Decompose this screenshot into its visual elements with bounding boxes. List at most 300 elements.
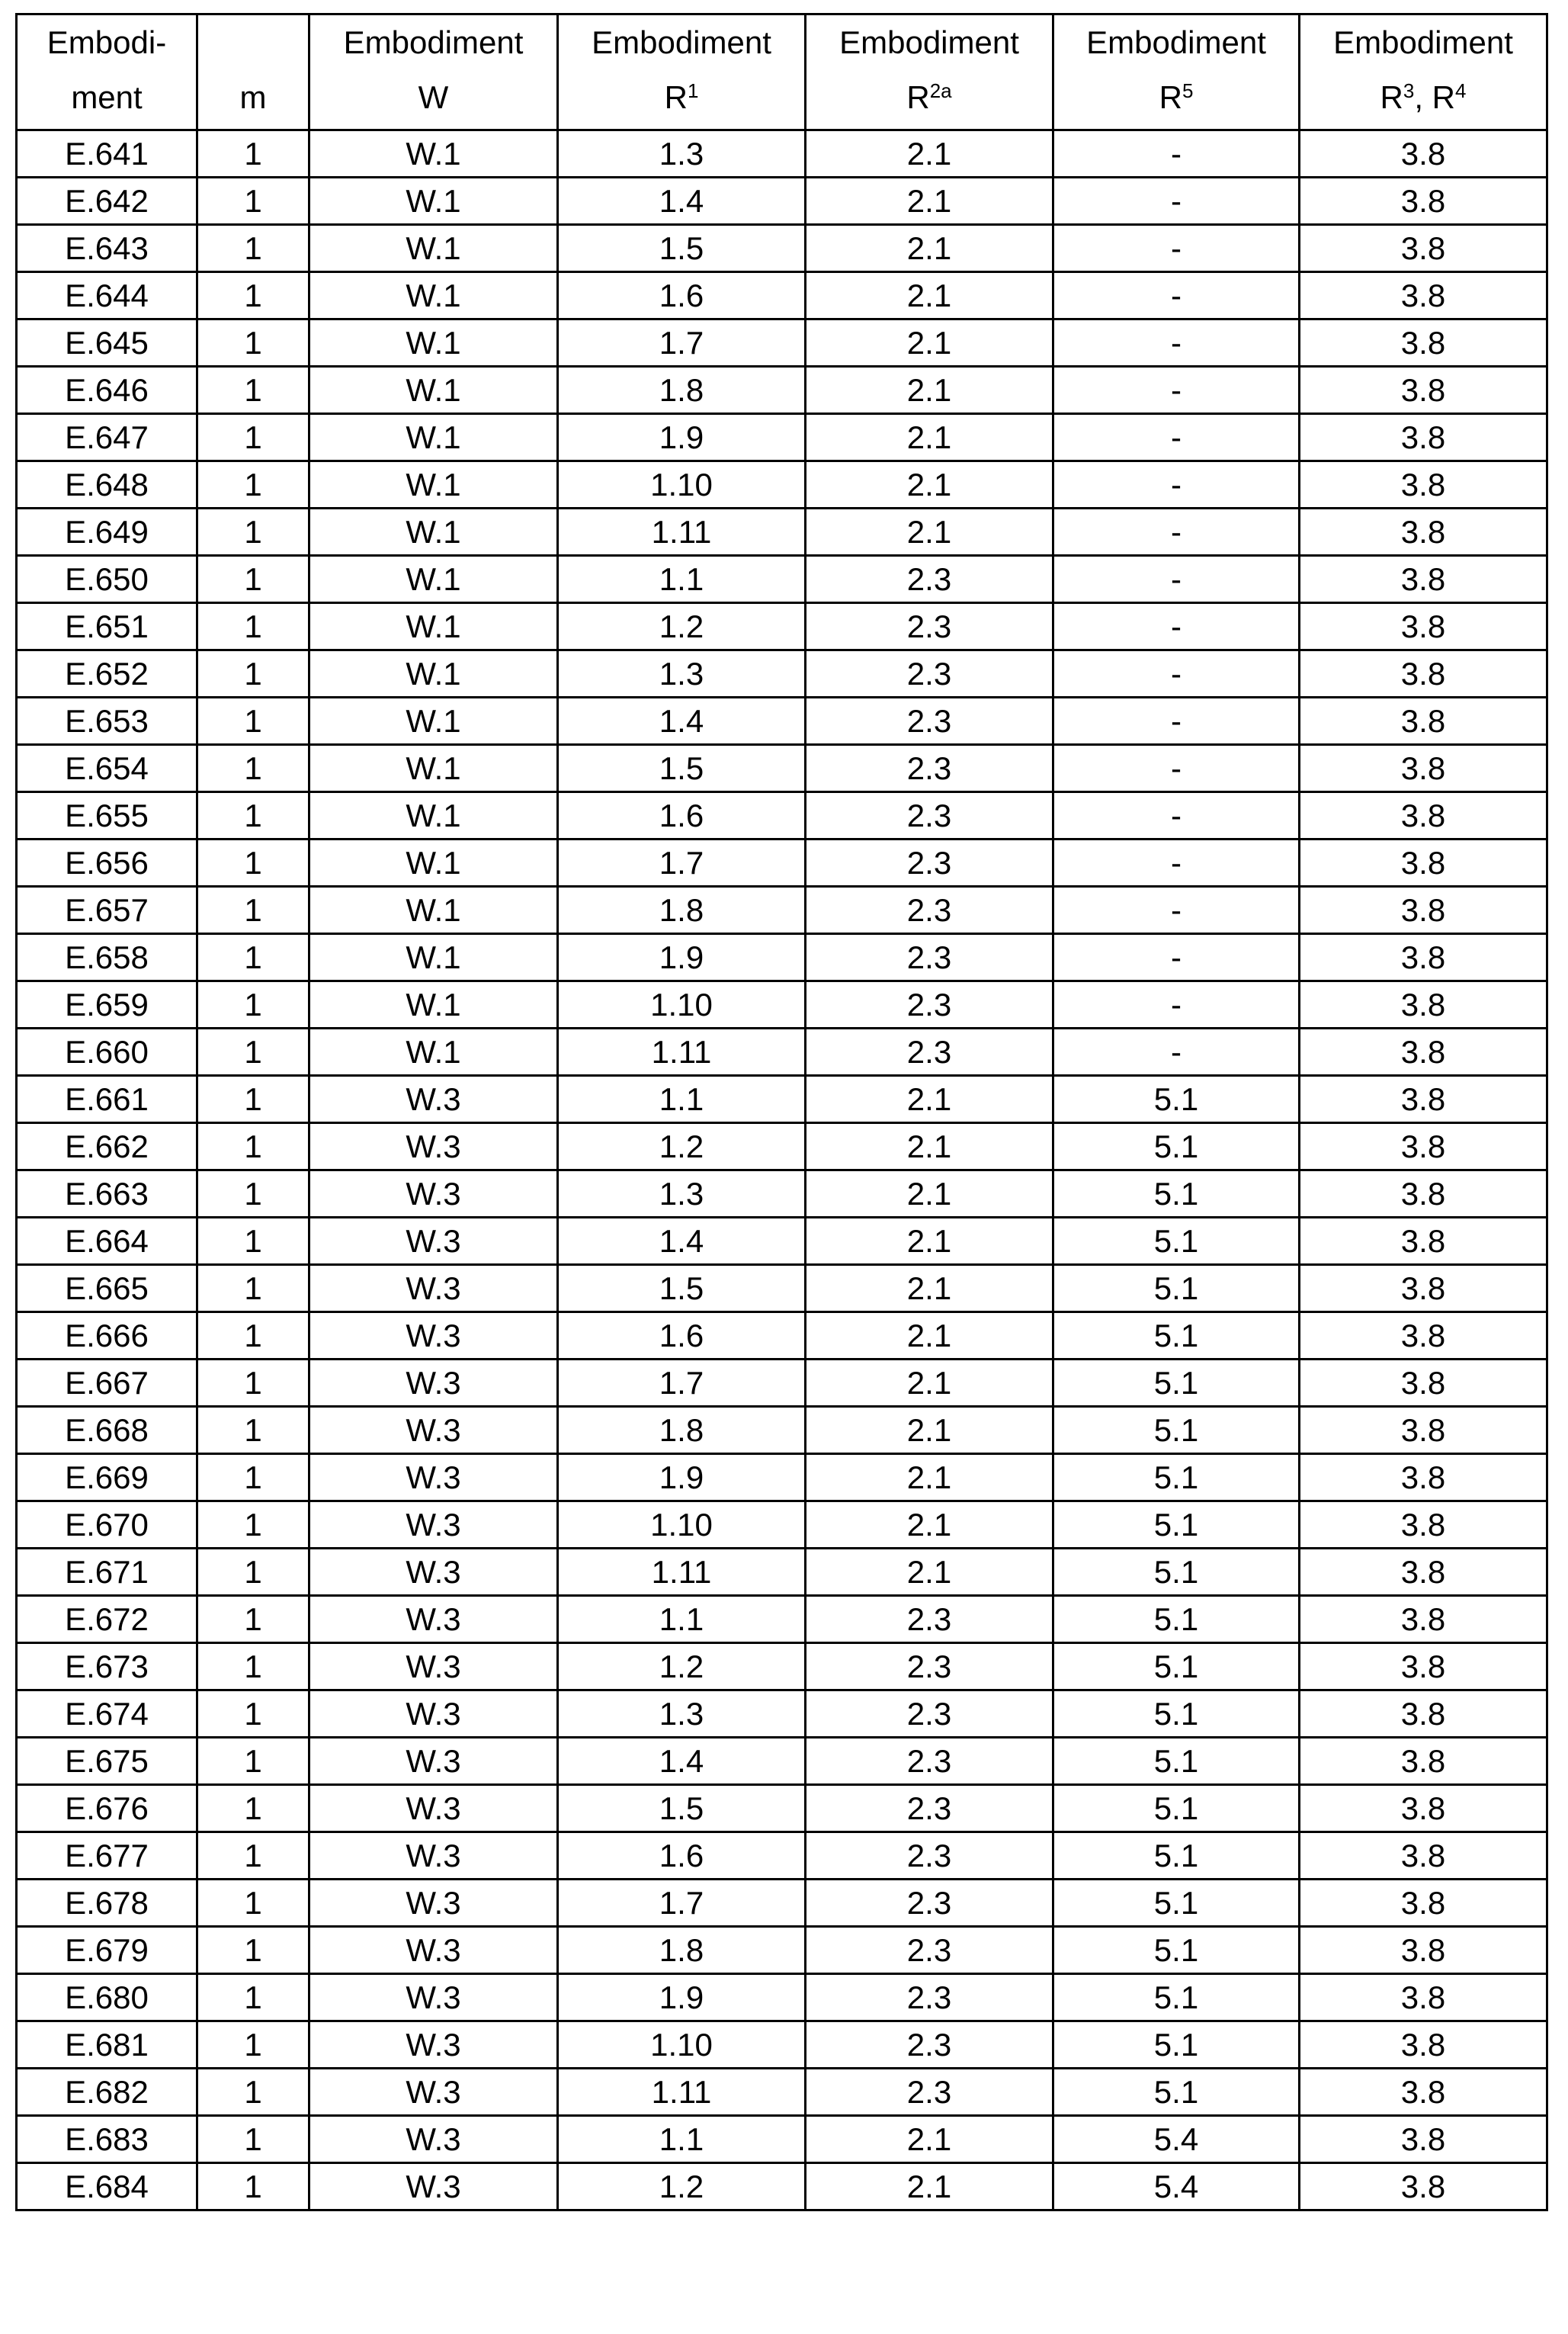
r2a-cell: 2.3 (806, 1927, 1053, 1974)
r3-r4-cell: 3.8 (1300, 1643, 1547, 1690)
r2a-cell: 2.1 (806, 1170, 1053, 1218)
w-cell: W.3 (309, 1312, 558, 1360)
r5-cell: 5.1 (1053, 1265, 1300, 1312)
m-cell: 1 (197, 556, 309, 603)
embodiment-id-cell: E.641 (17, 130, 197, 178)
embodiment-id-cell: E.660 (17, 1029, 197, 1076)
r2a-cell: 2.3 (806, 698, 1053, 745)
r5-cell: 5.1 (1053, 1690, 1300, 1738)
embodiment-id-cell: E.645 (17, 319, 197, 367)
r5-cell: 5.1 (1053, 1832, 1300, 1880)
r3-r4-cell: 3.8 (1300, 2069, 1547, 2116)
embodiment-id-cell: E.665 (17, 1265, 197, 1312)
embodiment-id-cell: E.676 (17, 1785, 197, 1832)
r2a-cell: 2.1 (806, 1312, 1053, 1360)
embodiment-id-cell: E.671 (17, 1549, 197, 1596)
table-header (17, 14, 1547, 130)
r5-cell: - (1053, 840, 1300, 887)
r1-cell: 1.7 (558, 319, 806, 367)
r3-r4-cell: 3.8 (1300, 1360, 1547, 1407)
m-cell: 1 (197, 1454, 309, 1501)
r2a-cell: 2.3 (806, 1974, 1053, 2021)
w-cell: W.3 (309, 1880, 558, 1927)
m-cell: 1 (197, 1407, 309, 1454)
r1-cell: 1.7 (558, 1880, 806, 1927)
r2a-cell: 2.3 (806, 792, 1053, 840)
m-cell: 1 (197, 225, 309, 272)
r1-cell: 1.8 (558, 1407, 806, 1454)
column-header-line2 (310, 70, 556, 129)
r3-r4-cell: 3.8 (1300, 367, 1547, 414)
table-row (17, 1454, 1547, 1501)
r5-cell: - (1053, 650, 1300, 698)
m-cell: 1 (197, 1643, 309, 1690)
r5-cell: 5.1 (1053, 1312, 1300, 1360)
m-cell: 1 (197, 745, 309, 792)
r2a-cell: 2.1 (806, 225, 1053, 272)
r1-cell: 1.10 (558, 981, 806, 1029)
column-header-line1: Embodi- (46, 24, 167, 60)
m-cell: 1 (197, 319, 309, 367)
r2a-cell: 2.3 (806, 934, 1053, 981)
r2a-cell: 2.1 (806, 461, 1053, 509)
table-row (17, 2116, 1547, 2163)
table-row (17, 1785, 1547, 1832)
r3-r4-cell: 3.8 (1300, 650, 1547, 698)
r1-cell: 1.11 (558, 1029, 806, 1076)
r3-r4-cell: 3.8 (1300, 1690, 1547, 1738)
r1-cell: 1.4 (558, 178, 806, 225)
r1-cell: 1.4 (558, 698, 806, 745)
table-row (17, 840, 1547, 887)
table-row (17, 1927, 1547, 1974)
r1-cell: 1.8 (558, 887, 806, 934)
w-cell: W.1 (309, 225, 558, 272)
embodiment-id-cell: E.677 (17, 1832, 197, 1880)
w-cell: W.3 (309, 2069, 558, 2116)
column-header-line1 (198, 15, 308, 70)
w-cell: W.1 (309, 792, 558, 840)
r5-cell: 5.1 (1053, 1880, 1300, 1927)
r5-cell: 5.1 (1053, 1123, 1300, 1170)
m-cell: 1 (197, 130, 309, 178)
r3-r4-cell: 3.8 (1300, 319, 1547, 367)
r1-cell: 1.11 (558, 509, 806, 556)
r3-r4-cell: 3.8 (1300, 1501, 1547, 1549)
w-cell: W.1 (309, 745, 558, 792)
w-cell: W.1 (309, 414, 558, 461)
r1-cell: 1.5 (558, 1785, 806, 1832)
r2a-cell: 2.1 (806, 319, 1053, 367)
w-cell: W.3 (309, 1927, 558, 1974)
embodiment-id-cell: E.684 (17, 2163, 197, 2210)
column-header-symbol: R (1380, 79, 1403, 115)
table-body (17, 130, 1547, 2210)
w-cell: W.1 (309, 1029, 558, 1076)
r1-cell: 1.9 (558, 1974, 806, 2021)
r3-r4-cell: 3.8 (1300, 1123, 1547, 1170)
embodiment-id-cell: E.675 (17, 1738, 197, 1785)
column-header-line1: Embodiment (1333, 24, 1513, 60)
w-cell: W.1 (309, 461, 558, 509)
r1-cell: 1.5 (558, 225, 806, 272)
embodiment-id-cell: E.649 (17, 509, 197, 556)
r3-r4-cell: 3.8 (1300, 1785, 1547, 1832)
r5-cell: 5.1 (1053, 2069, 1300, 2116)
table-row (17, 272, 1547, 319)
column-header-superscript: 3 (1403, 79, 1415, 102)
table-row (17, 1832, 1547, 1880)
w-cell: W.1 (309, 509, 558, 556)
r2a-cell: 2.3 (806, 1880, 1053, 1927)
column-header-line1: Embodiment (839, 24, 1019, 60)
m-cell: 1 (197, 1927, 309, 1974)
r2a-cell: 2.1 (806, 130, 1053, 178)
r3-r4-cell: 3.8 (1300, 1832, 1547, 1880)
r3-r4-cell: 3.8 (1300, 792, 1547, 840)
table-row (17, 1738, 1547, 1785)
table-row (17, 1123, 1547, 1170)
r1-cell: 1.6 (558, 792, 806, 840)
m-cell: 1 (197, 2163, 309, 2210)
m-cell: 1 (197, 650, 309, 698)
m-cell: 1 (197, 1029, 309, 1076)
w-cell: W.1 (309, 556, 558, 603)
r1-cell: 1.11 (558, 1549, 806, 1596)
column-header-symbol: W (418, 79, 449, 115)
m-cell: 1 (197, 1880, 309, 1927)
m-cell: 1 (197, 792, 309, 840)
w-cell: W.3 (309, 1596, 558, 1643)
column-header-line2 (559, 70, 804, 129)
embodiment-id-cell: E.652 (17, 650, 197, 698)
m-cell: 1 (197, 1501, 309, 1549)
embodiment-id-cell: E.674 (17, 1690, 197, 1738)
r2a-cell: 2.3 (806, 556, 1053, 603)
table-row (17, 1170, 1547, 1218)
table-row (17, 1690, 1547, 1738)
r3-r4-cell: 3.8 (1300, 1596, 1547, 1643)
r5-cell: 5.1 (1053, 1407, 1300, 1454)
w-cell: W.1 (309, 367, 558, 414)
w-cell: W.1 (309, 934, 558, 981)
w-cell: W.3 (309, 1170, 558, 1218)
r1-cell: 1.7 (558, 1360, 806, 1407)
embodiment-id-cell: E.653 (17, 698, 197, 745)
table-row (17, 1549, 1547, 1596)
column-header-line1: Embodiment (343, 24, 524, 60)
embodiment-id-cell: E.668 (17, 1407, 197, 1454)
r2a-cell: 2.3 (806, 1738, 1053, 1785)
r3-r4-cell: 3.8 (1300, 1218, 1547, 1265)
r3-r4-cell: 3.8 (1300, 1076, 1547, 1123)
w-cell: W.1 (309, 319, 558, 367)
r1-cell: 1.1 (558, 556, 806, 603)
r5-cell: - (1053, 367, 1300, 414)
column-header-line2 (806, 70, 1052, 129)
embodiment-id-cell: E.655 (17, 792, 197, 840)
w-cell: W.1 (309, 840, 558, 887)
table-row (17, 650, 1547, 698)
m-cell: 1 (197, 1170, 309, 1218)
r2a-cell: 2.3 (806, 1785, 1053, 1832)
embodiment-id-cell: E.646 (17, 367, 197, 414)
r2a-cell: 2.1 (806, 1265, 1053, 1312)
r3-r4-cell: 3.8 (1300, 1738, 1547, 1785)
m-cell: 1 (197, 698, 309, 745)
column-header-r2a (806, 14, 1053, 130)
r2a-cell: 2.3 (806, 745, 1053, 792)
r1-cell: 1.2 (558, 1643, 806, 1690)
column-header-line2 (198, 70, 308, 129)
r1-cell: 1.1 (558, 1076, 806, 1123)
column-header-superscript: 1 (687, 79, 699, 102)
r2a-cell: 2.1 (806, 367, 1053, 414)
w-cell: W.3 (309, 1407, 558, 1454)
w-cell: W.3 (309, 1218, 558, 1265)
embodiment-id-cell: E.648 (17, 461, 197, 509)
r1-cell: 1.5 (558, 1265, 806, 1312)
column-header-embodiment (17, 14, 197, 130)
table-row (17, 792, 1547, 840)
r2a-cell: 2.3 (806, 840, 1053, 887)
r2a-cell: 2.3 (806, 1029, 1053, 1076)
embodiment-id-cell: E.661 (17, 1076, 197, 1123)
r3-r4-cell: 3.8 (1300, 461, 1547, 509)
r5-cell: 5.1 (1053, 2021, 1300, 2069)
r1-cell: 1.8 (558, 367, 806, 414)
column-header-w (309, 14, 558, 130)
r5-cell: - (1053, 887, 1300, 934)
r2a-cell: 2.1 (806, 509, 1053, 556)
table-row (17, 934, 1547, 981)
m-cell: 1 (197, 272, 309, 319)
embodiment-id-cell: E.658 (17, 934, 197, 981)
r1-cell: 1.4 (558, 1218, 806, 1265)
w-cell: W.3 (309, 1785, 558, 1832)
table-row (17, 1029, 1547, 1076)
w-cell: W.1 (309, 887, 558, 934)
r1-cell: 1.2 (558, 2163, 806, 2210)
m-cell: 1 (197, 2021, 309, 2069)
r2a-cell: 2.1 (806, 2163, 1053, 2210)
m-cell: 1 (197, 1596, 309, 1643)
w-cell: W.1 (309, 603, 558, 650)
r1-cell: 1.2 (558, 1123, 806, 1170)
r3-r4-cell: 3.8 (1300, 1974, 1547, 2021)
table-row (17, 130, 1547, 178)
m-cell: 1 (197, 934, 309, 981)
r5-cell: 5.1 (1053, 1738, 1300, 1785)
r3-r4-cell: 3.8 (1300, 603, 1547, 650)
embodiment-id-cell: E.664 (17, 1218, 197, 1265)
r3-r4-cell: 3.8 (1300, 509, 1547, 556)
r5-cell: - (1053, 981, 1300, 1029)
embodiment-id-cell: E.679 (17, 1927, 197, 1974)
r3-r4-cell: 3.8 (1300, 887, 1547, 934)
column-header-line2 (1300, 70, 1546, 129)
r3-r4-cell: 3.8 (1300, 1312, 1547, 1360)
m-cell: 1 (197, 461, 309, 509)
r5-cell: - (1053, 603, 1300, 650)
column-header-line2 (1054, 70, 1298, 129)
r2a-cell: 2.1 (806, 1123, 1053, 1170)
r1-cell: 1.3 (558, 650, 806, 698)
embodiment-id-cell: E.643 (17, 225, 197, 272)
w-cell: W.3 (309, 1123, 558, 1170)
embodiment-id-cell: E.654 (17, 745, 197, 792)
embodiment-id-cell: E.666 (17, 1312, 197, 1360)
m-cell: 1 (197, 1832, 309, 1880)
r3-r4-cell: 3.8 (1300, 934, 1547, 981)
r1-cell: 1.3 (558, 1690, 806, 1738)
table-row (17, 1265, 1547, 1312)
r1-cell: 1.6 (558, 1832, 806, 1880)
m-cell: 1 (197, 1312, 309, 1360)
table-row (17, 367, 1547, 414)
r5-cell: 5.1 (1053, 1643, 1300, 1690)
w-cell: W.1 (309, 178, 558, 225)
w-cell: W.3 (309, 1454, 558, 1501)
r1-cell: 1.8 (558, 1927, 806, 1974)
column-header-r5 (1053, 14, 1300, 130)
embodiment-id-cell: E.670 (17, 1501, 197, 1549)
table-row (17, 509, 1547, 556)
column-header-line2 (18, 70, 196, 129)
table-row (17, 225, 1547, 272)
r5-cell: - (1053, 745, 1300, 792)
m-cell: 1 (197, 840, 309, 887)
r2a-cell: 2.3 (806, 603, 1053, 650)
r3-r4-cell: 3.8 (1300, 2021, 1547, 2069)
embodiment-id-cell: E.657 (17, 887, 197, 934)
w-cell: W.1 (309, 698, 558, 745)
r5-cell: 5.1 (1053, 1596, 1300, 1643)
embodiment-id-cell: E.662 (17, 1123, 197, 1170)
r3-r4-cell: 3.8 (1300, 2163, 1547, 2210)
r2a-cell: 2.3 (806, 2069, 1053, 2116)
m-cell: 1 (197, 1690, 309, 1738)
table-row (17, 1501, 1547, 1549)
table-row (17, 745, 1547, 792)
column-header-line1: Embodiment (1086, 24, 1266, 60)
table-row (17, 1974, 1547, 2021)
w-cell: W.3 (309, 1643, 558, 1690)
r5-cell: - (1053, 1029, 1300, 1076)
embodiment-id-cell: E.673 (17, 1643, 197, 1690)
r3-r4-cell: 3.8 (1300, 1170, 1547, 1218)
r5-cell: 5.1 (1053, 1549, 1300, 1596)
m-cell: 1 (197, 1265, 309, 1312)
m-cell: 1 (197, 1974, 309, 2021)
m-cell: 1 (197, 2069, 309, 2116)
m-cell: 1 (197, 603, 309, 650)
r3-r4-cell: 3.8 (1300, 1029, 1547, 1076)
embodiment-id-cell: E.681 (17, 2021, 197, 2069)
embodiment-id-cell: E.663 (17, 1170, 197, 1218)
r5-cell: - (1053, 461, 1300, 509)
table-row (17, 1880, 1547, 1927)
m-cell: 1 (197, 1218, 309, 1265)
r1-cell: 1.9 (558, 934, 806, 981)
embodiment-id-cell: E.667 (17, 1360, 197, 1407)
m-cell: 1 (197, 1076, 309, 1123)
r1-cell: 1.10 (558, 461, 806, 509)
r2a-cell: 2.1 (806, 1076, 1053, 1123)
w-cell: W.1 (309, 981, 558, 1029)
table-row (17, 1076, 1547, 1123)
embodiment-id-cell: E.659 (17, 981, 197, 1029)
table-row (17, 698, 1547, 745)
column-header-symbol: R (664, 79, 688, 115)
r5-cell: 5.1 (1053, 1974, 1300, 2021)
embodiment-id-cell: E.682 (17, 2069, 197, 2116)
table-row (17, 178, 1547, 225)
column-header-line1: Embodiment (592, 24, 771, 60)
r2a-cell: 2.1 (806, 272, 1053, 319)
r1-cell: 1.7 (558, 840, 806, 887)
w-cell: W.3 (309, 1360, 558, 1407)
r5-cell: 5.4 (1053, 2116, 1300, 2163)
column-header-superscript: 2a (929, 79, 952, 102)
table-row (17, 887, 1547, 934)
w-cell: W.1 (309, 650, 558, 698)
column-header-symbol: R (906, 79, 930, 115)
table-row (17, 1360, 1547, 1407)
embodiment-id-cell: E.672 (17, 1596, 197, 1643)
r3-r4-cell: 3.8 (1300, 272, 1547, 319)
r5-cell: - (1053, 414, 1300, 461)
r3-r4-cell: 3.8 (1300, 1549, 1547, 1596)
r1-cell: 1.11 (558, 2069, 806, 2116)
r5-cell: 5.1 (1053, 1076, 1300, 1123)
embodiment-id-cell: E.644 (17, 272, 197, 319)
r2a-cell: 2.1 (806, 2116, 1053, 2163)
w-cell: W.3 (309, 1076, 558, 1123)
embodiment-id-cell: E.669 (17, 1454, 197, 1501)
embodiment-id-cell: E.651 (17, 603, 197, 650)
r1-cell: 1.3 (558, 1170, 806, 1218)
w-cell: W.3 (309, 1549, 558, 1596)
w-cell: W.1 (309, 130, 558, 178)
embodiment-id-cell: E.678 (17, 1880, 197, 1927)
column-header-m (197, 14, 309, 130)
r2a-cell: 2.1 (806, 1501, 1053, 1549)
r3-r4-cell: 3.8 (1300, 414, 1547, 461)
m-cell: 1 (197, 1549, 309, 1596)
r1-cell: 1.9 (558, 414, 806, 461)
embodiment-table (15, 13, 1548, 2211)
table-row (17, 319, 1547, 367)
embodiment-id-cell: E.656 (17, 840, 197, 887)
r1-cell: 1.5 (558, 745, 806, 792)
r3-r4-cell: 3.8 (1300, 556, 1547, 603)
r2a-cell: 2.3 (806, 1832, 1053, 1880)
column-header-symbol: R (1159, 79, 1182, 115)
r5-cell: - (1053, 178, 1300, 225)
column-header-r3-r4 (1300, 14, 1547, 130)
r1-cell: 1.1 (558, 2116, 806, 2163)
r1-cell: 1.1 (558, 1596, 806, 1643)
r1-cell: 1.6 (558, 272, 806, 319)
r5-cell: - (1053, 556, 1300, 603)
m-cell: 1 (197, 1738, 309, 1785)
embodiment-id-cell: E.650 (17, 556, 197, 603)
w-cell: W.3 (309, 1832, 558, 1880)
r2a-cell: 2.3 (806, 1643, 1053, 1690)
r5-cell: 5.1 (1053, 1785, 1300, 1832)
m-cell: 1 (197, 178, 309, 225)
